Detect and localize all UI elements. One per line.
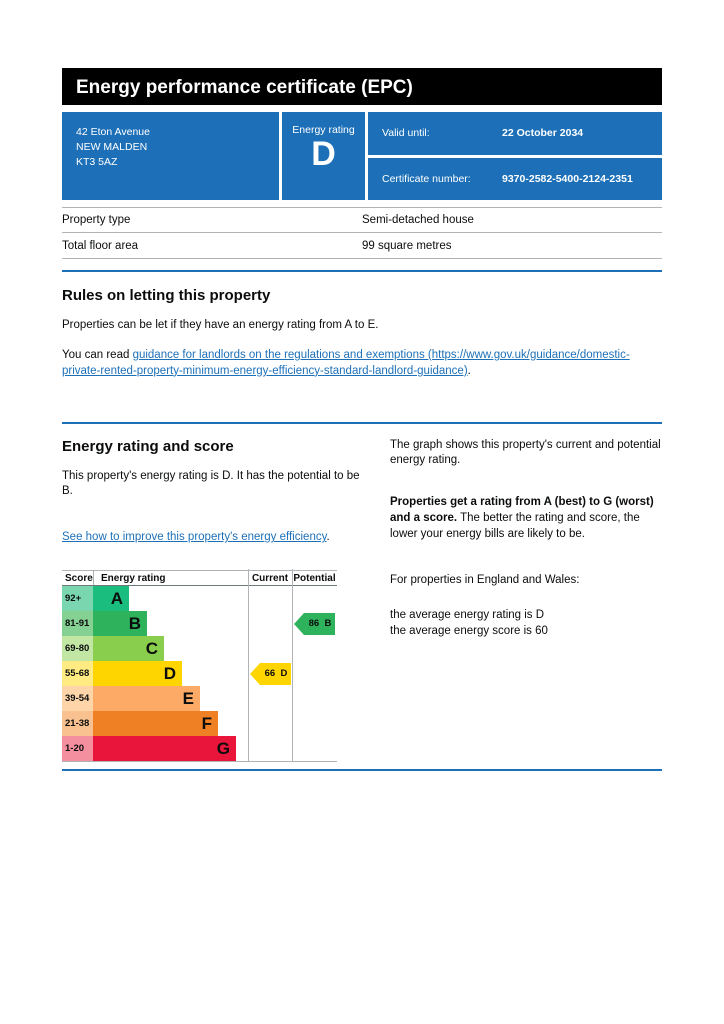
certificate-number-label: Certificate number: (382, 172, 471, 185)
score-column-header: Score (65, 572, 93, 584)
property-type-label: Property type (62, 214, 131, 226)
rating-explanation-rest: The better the rating and score, the lower your energy bills are likely to be. (390, 512, 640, 541)
energy-rating-section (62, 438, 662, 763)
potential-rating-marker: 86 B (294, 613, 335, 635)
certificate-details (368, 112, 662, 200)
certificate-title-bar (62, 68, 662, 105)
table-row (62, 233, 662, 259)
england-wales-text: For properties in England and Wales: (390, 573, 580, 586)
current-column-header: Current (251, 572, 289, 584)
epc-graph-header (62, 570, 337, 586)
national-averages (390, 607, 662, 640)
page-title: Energy performance certificate (EPC) (76, 77, 413, 98)
valid-until-row (368, 112, 662, 155)
valid-until-label: Valid until: (382, 127, 430, 140)
epc-band-row-c (62, 636, 337, 661)
band-bar-c: C (93, 636, 164, 661)
guidance-text-suffix: . (467, 364, 471, 377)
rating-explanation-bold: Properties get a rating from A (best) to G (worst) and a score. (390, 496, 654, 525)
band-score-range: 92+ (62, 586, 93, 611)
band-bar-a: A (93, 586, 129, 611)
rating-right-column (390, 438, 662, 763)
guidance-text-prefix: You can read (62, 348, 133, 361)
epc-band-row-a (62, 586, 337, 611)
summary-banner (62, 112, 662, 200)
band-bar-f: F (93, 711, 218, 736)
valid-until-value: 22 October 2034 (502, 127, 584, 140)
improve-link-suffix: . (326, 531, 330, 544)
address-line-2: NEW MALDEN (76, 141, 148, 154)
epc-rating-graph (62, 570, 337, 762)
section-divider (62, 769, 662, 771)
certificate-number-row (368, 158, 662, 201)
guidance-paragraph (62, 348, 662, 380)
property-summary-table (62, 207, 662, 259)
average-rating-line: the average energy rating is D (390, 608, 545, 621)
graph-intro-text: The graph shows this property's current and potential energy rating. (390, 438, 661, 467)
rules-paragraph: Properties can be let if they have an energy rating from A to E. (62, 319, 379, 331)
epc-band-row-e (62, 686, 337, 711)
graph-column-divider (248, 569, 249, 761)
epc-graph-body (62, 586, 337, 762)
rules-heading: Rules on letting this property (62, 287, 271, 304)
address-line-1: 42 Eton Avenue (76, 126, 150, 138)
potential-column-header: Potential (293, 572, 336, 584)
band-score-range: 1-20 (62, 736, 93, 761)
rating-left-column (62, 438, 370, 763)
energy-rating-box (282, 112, 365, 200)
band-bar-d: D (93, 661, 182, 686)
band-score-range: 55-68 (62, 661, 93, 686)
rating-summary-text: This property's energy rating is D. It has the potential to be B. (62, 469, 360, 498)
address-line-3: KT3 5AZ (76, 156, 118, 169)
landlord-guidance-link[interactable]: guidance for landlords on the regulations and exemptions (https://www.gov.uk/guidance/domestic-private-rented-property-minimum-energy-efficiency-standard-landlord-guidance) (62, 348, 630, 377)
band-score-range: 39-54 (62, 686, 93, 711)
table-row (62, 207, 662, 233)
property-address (62, 112, 279, 200)
energy-rating-value: D (311, 135, 336, 173)
energy-rating-column-header: Energy rating (93, 571, 248, 585)
band-bar-b: B (93, 611, 147, 636)
epc-band-row-f (62, 711, 337, 736)
certificate-page (62, 0, 662, 771)
band-bar-g: G (93, 736, 236, 761)
band-score-range: 81-91 (62, 611, 93, 636)
section-divider (62, 270, 662, 272)
improve-efficiency-link[interactable]: See how to improve this property's energy efficiency (62, 531, 327, 544)
average-score-line: the average energy score is 60 (390, 625, 548, 638)
property-type-value: Semi-detached house (362, 214, 474, 226)
band-score-range: 69-80 (62, 636, 93, 661)
floor-area-label: Total floor area (62, 239, 139, 252)
rating-heading: Energy rating and score (62, 437, 234, 455)
energy-rating-label: Energy rating (292, 124, 355, 136)
rating-explanation-text (390, 495, 662, 543)
section-divider (62, 422, 662, 424)
certificate-number-value: 9370-2582-5400-2124-2351 (502, 172, 633, 185)
epc-band-row-g (62, 736, 337, 761)
improve-paragraph (62, 530, 370, 546)
band-score-range: 21-38 (62, 711, 93, 736)
band-bar-e: E (93, 686, 200, 711)
current-rating-marker: 66 D (250, 663, 291, 685)
floor-area-value: 99 square metres (362, 239, 452, 252)
graph-column-divider (292, 569, 293, 761)
epc-band-row-d (62, 661, 337, 686)
